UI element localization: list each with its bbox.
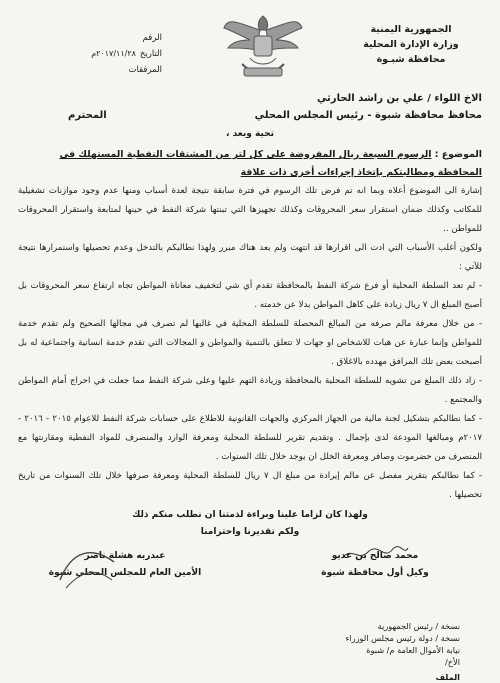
paragraph: - كما نطالبكم بتقرير مفصل عن مالم إيرادة من مبلغ ال ٧ ريال للسلطة المحلية ومعرفة صرفها خلال تلك السنوات من تاريخ تحصيلها . (18, 471, 483, 500)
paragraph: - كما نطالبكم بتشكيل لجنة مالية من الجهاز المركزي والجهات القانونية للاطلاع على حسابات شركة النفط للاعوام ٢٠١٥ - ٢٠١٦ - ٢٠١٧م ومبالغها المودعة لدى بإجمال . وتقديم تقرير للسلطة المحلية ومعرفة الوارد والمنصرف للمواد النفطية ومقارنتها مع المنصرف من حضرموت وصافر ومعرفة الخلل ان يوجد خلال تلك السنوات . (18, 414, 482, 462)
copy-item: نيابة الأموال العامة م/ شبوة (366, 645, 460, 655)
copy-item: الأخ/ (445, 657, 460, 667)
issuer-ministry: وزارة الإدارة المحلية (363, 39, 459, 50)
paragraph: - من خلال معرفة مالم صرفه من المبالغ المحصلة للسلطة المحلية في غالبها لم تصرف في مجالها الصحيح ولم تقدم خدمة للمواطن وإنما عبارة عن هبات للاشخاص او جهات لا تتعلق بالتنمية والمواطن و المجالات التي تقدم خدمة انسانية واجتماعية له بل أصبحت بعض تلك المرافق مهدده بالاغلاق . (18, 319, 482, 367)
closing (18, 507, 482, 541)
paragraph: إشارة الى الموضوع أعلاه وبما انه تم فرض تلك الرسوم في فترة سابقة نتيجة لعدة أسباب ومنها عدم وجود موازنات تشغيلية للمكاتب وكذلك ضمان استقرار سعر المحروقات وكذلك تجهيزها التي تبنتها شركة النفط في حينها لمتابعة واستقرار المحروقات للمواطن .. (18, 186, 482, 234)
respect-salutation: المحترم (68, 110, 107, 121)
recipient-block (18, 90, 482, 124)
paragraph: - لم تعد السلطة المحلية أو فرع شركة النفط بالمحافظة تقدم أي شي لتخفيف معاناة المواطن تجاه ارتفاع سعر المحروقات بل أصبح المبلغ ال ٧ ريال زيادة على كاهل المواطن بدلا عن خدمته . (18, 281, 482, 310)
signature-block (30, 548, 470, 600)
letterhead-issuer (336, 22, 486, 67)
recipient-title: محافظ محافظة شبوة - رئيس المجلس المحلي (254, 110, 482, 121)
signatory-left (30, 548, 220, 582)
number-label: الرقم (142, 33, 162, 43)
signatory-right-title: وكيل أول محافظة شبوة (321, 568, 429, 578)
recipient-name: الاخ اللواء / علي بن راشد الحارثي (316, 93, 482, 104)
closing-line: ولهذا كان لزاما علينا وبراءة لذمتنا ان نطلب منكم ذلك (132, 510, 368, 520)
copy-file: الملف (435, 672, 460, 682)
subject-label: الموضوع : (434, 149, 482, 160)
closing-regards: ولكم تقديرنا واحترامنا (200, 527, 300, 537)
subject-text: الرسوم السبعة ريال المفروضة على كل لتر من المشتقات النفطية المستهلك في المحافظة ومطالبتكم بإتخاذ إجراءات أخرى ذات علاقة (59, 149, 482, 178)
signatory-right (280, 548, 470, 582)
letter-body (18, 90, 482, 541)
letterhead (12, 6, 486, 88)
handwritten-signature-icon (340, 544, 410, 564)
copies-list (345, 620, 460, 683)
subject-line (18, 146, 482, 182)
attachments-label: المرفقات (128, 65, 162, 75)
signatory-left-name: عبدربه هشلة ناصر (84, 551, 166, 561)
copy-item: نسخة / دولة رئيس مجلس الوزراء (345, 633, 460, 643)
signatory-right-name: محمد صالح بن عديو (331, 551, 419, 561)
issuer-governorate: محافظة شبـوة (376, 54, 446, 65)
copy-item: نسخة / رئيس الجمهورية (377, 621, 460, 631)
paragraph: ولكون أغلب الأسباب التي ادت الى اقرارها قد انتهت ولم يعد هناك مبرر ولهذا نطالبكم بالتدخل وعدم تحصيلها واستمرارها نتيجة للآتي : (18, 243, 482, 272)
letterhead-reference (12, 30, 162, 78)
greeting: تحية وبعد ، (226, 129, 274, 139)
paragraph: - زاد ذلك المبلغ من تشويه للسلطة المحلية بالمحافظة وزيادة التهم عليها وعلى شركة النفط مما جعلت في احراج أمام المواطن والمجتمع . (18, 376, 482, 405)
date-value: ٢٠١٧/١١/٢٨م (91, 49, 136, 58)
issuer-country: الجمهورية اليمنية (370, 24, 452, 35)
official-stamp-icon (52, 540, 122, 600)
date-label: التاريخ (139, 49, 162, 59)
signatory-left-title: الأمين العام للمجلس المحلي شبوة (48, 568, 202, 578)
eagle-emblem-icon (220, 6, 306, 86)
